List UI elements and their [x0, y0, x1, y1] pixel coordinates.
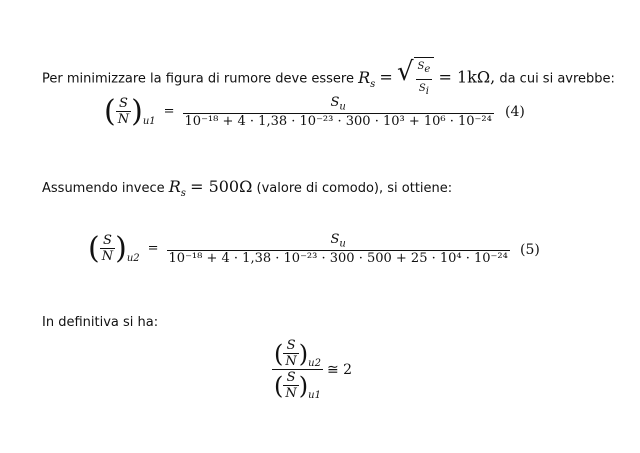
rs-symbol: $R_s$ — [358, 67, 376, 90]
ratio-result: ≅ 2 — [326, 361, 353, 378]
sqrt-expression: √ $\frac{S_e}{S_i}$ — [397, 57, 434, 101]
eq5-number: (5) — [520, 242, 540, 258]
intro-math: = 1kΩ, — [438, 67, 496, 87]
ratio-top-sub: u2 — [308, 358, 321, 369]
text2-before: Assumendo invece — [42, 181, 165, 196]
ratio-equation: ( $\frac{S}{N}$ ) $_{u2}$ ( $\frac{S}{N}$ ) $_{u1}$ ≅ 2 — [274, 338, 353, 401]
equation-4: ( $\frac{S}{N}$ ) $_{u1}$ = $\frac{S_u}{\text{10⁻¹⁸ + 4 · 1,38 · 10⁻²³ · 300 · 10³ + 10⁶ · 10⁻²⁴}}$ — [104, 93, 492, 129]
ratio-bottom-sub: u1 — [308, 390, 321, 401]
intro-text-after: da cui si avrebbe: — [499, 71, 615, 87]
eq4-denominator: 10⁻¹⁸ + 4 · 1,38 · 10⁻²³ · 300 · 10³ + 10⁶ · 10⁻²⁴ — [184, 113, 492, 129]
text2-line: Assumendo invece $R_s = 500\Omega$ (valore di comodo), si ottiene: — [42, 177, 453, 200]
text3-line: In definitiva si ha: — [42, 315, 159, 330]
equation-5: ( $\frac{S}{N}$ ) $_{u2}$ = $\frac{S_u}{\text{10⁻¹⁸ + 4 · 1,38 · 10⁻²³ · 300 · 500 + 25 · 10⁴ · 10⁻²⁴}}$ — [88, 230, 508, 266]
eq5-numerator: S — [330, 232, 340, 247]
intro-text-before: Per minimizzare la figura di rumore deve essere — [42, 71, 354, 87]
eq4-number: (4) — [505, 104, 525, 120]
eq5-lhs-sub: u2 — [126, 252, 140, 264]
eq4-numerator: S — [330, 95, 340, 110]
text2-math: = 500Ω — [190, 177, 253, 196]
eq4-lhs-sub: u1 — [142, 115, 156, 127]
text2-after: (valore di comodo), si ottiene: — [256, 181, 453, 196]
intro-line: Per minimizzare la figura di rumore deve essere $R_s$ = √ $\frac{S_e}{S_i}$ = 1kΩ, da cui si avrebbe: — [42, 57, 615, 101]
eq5-denominator: 10⁻¹⁸ + 4 · 1,38 · 10⁻²³ · 300 · 500 + 25 · 10⁴ · 10⁻²⁴ — [168, 250, 508, 266]
